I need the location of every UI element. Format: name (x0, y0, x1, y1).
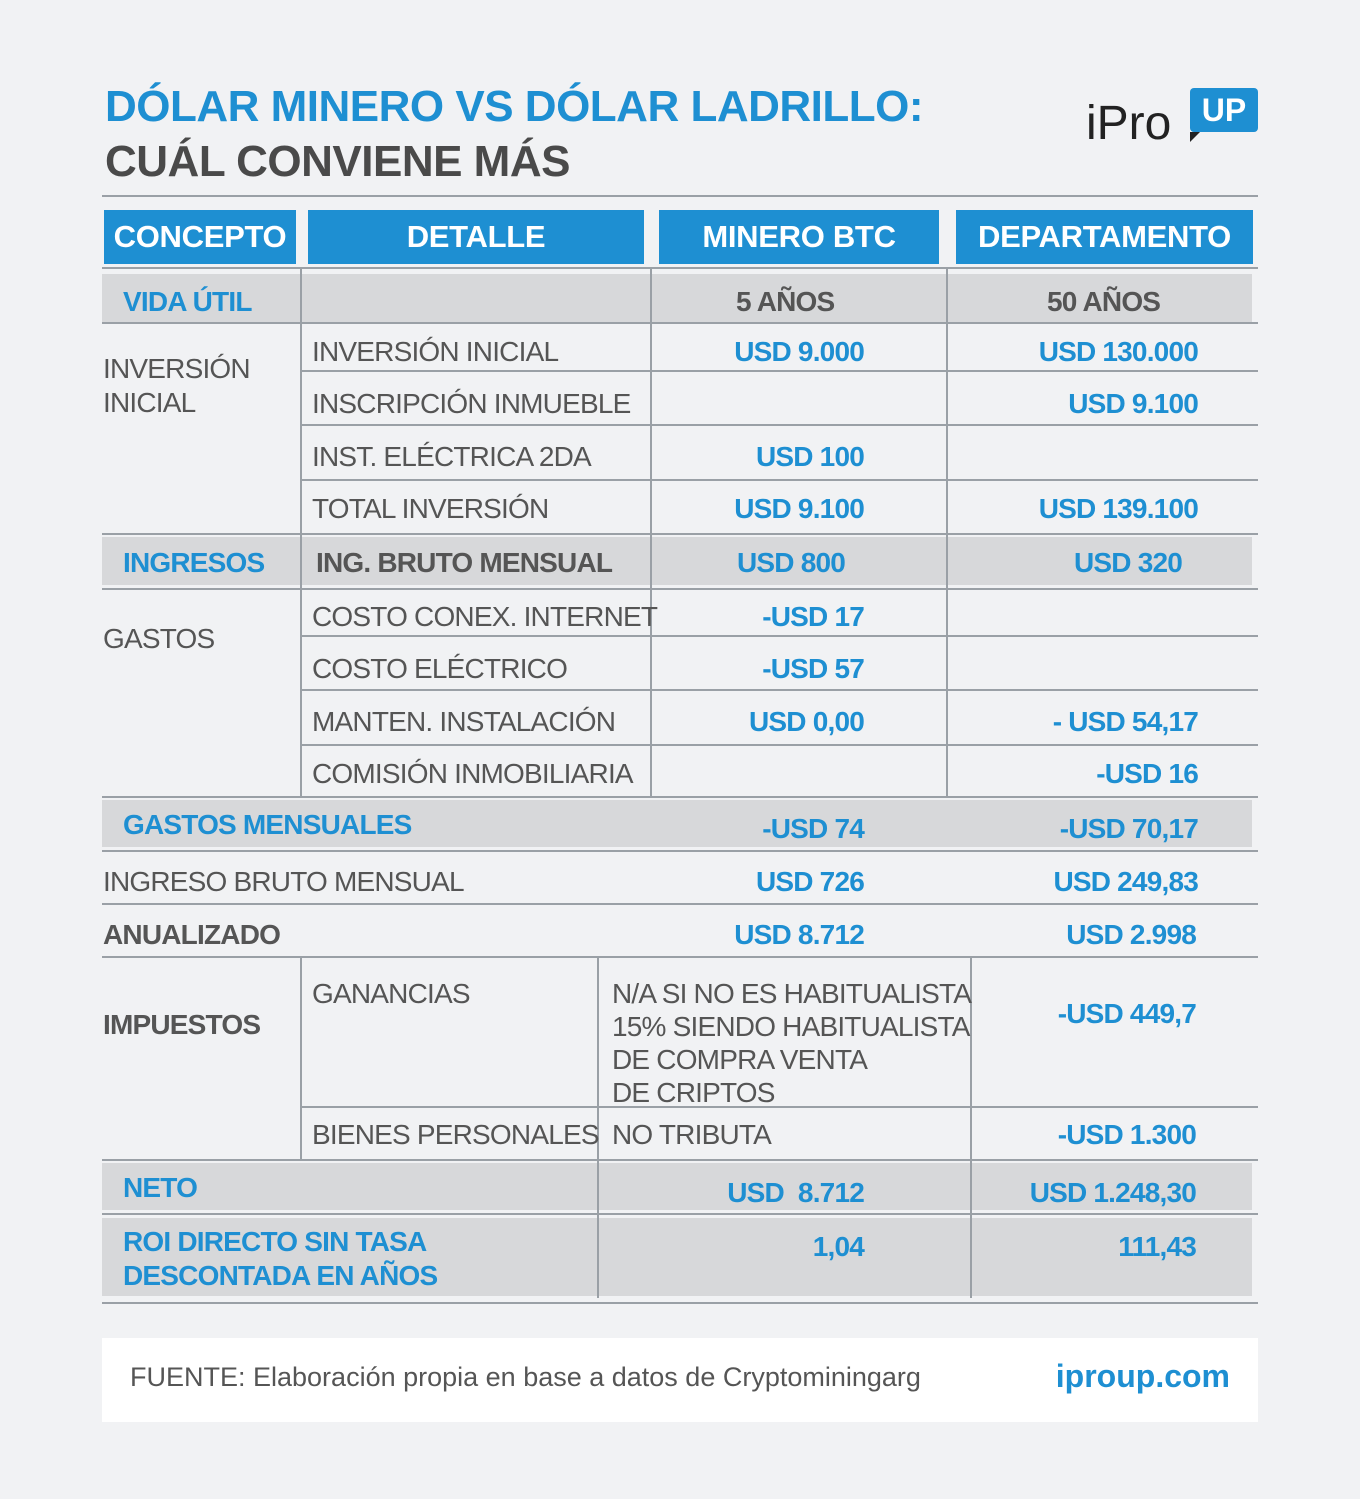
table-line (946, 590, 948, 798)
inversion-inicial-departamento: USD 130.000 (1038, 336, 1198, 367)
table-line (300, 424, 1258, 426)
ganancias-departamento: -USD 449,7 (1057, 998, 1196, 1029)
detail-electrica: INST. ELÉCTRICA 2DA (312, 441, 591, 472)
gastos-mensuales-minero: -USD 74 (762, 813, 864, 844)
electrica-minero: USD 100 (755, 441, 864, 472)
column-header-concepto: CONCEPTO (104, 210, 296, 264)
column-header-departamento: DEPARTAMENTO (956, 210, 1253, 264)
brand-logo (1086, 88, 1258, 158)
table-line (300, 635, 1258, 637)
table-line (300, 744, 1258, 746)
ingresos-departamento: USD 320 (1074, 547, 1183, 578)
table-line (102, 322, 1258, 324)
total-inversion-departamento: USD 139.100 (1038, 493, 1198, 524)
mantenimiento-departamento: - USD 54,17 (1052, 706, 1198, 737)
roi-minero: 1,04 (812, 1231, 864, 1262)
internet-minero: -USD 17 (762, 601, 864, 632)
table-line (102, 903, 1258, 905)
column-header-minero: MINERO BTC (659, 210, 939, 264)
page-subtitle: CUÁL CONVIENE MÁS (105, 137, 570, 186)
table-line (102, 796, 1258, 798)
table-line (300, 689, 1258, 691)
label-gastos-mensuales: GASTOS MENSUALES (123, 809, 412, 840)
bienes-personales-minero: NO TRIBUTA (612, 1119, 771, 1150)
table-line (102, 1302, 1258, 1304)
neto-departamento: USD 1.248,30 (1029, 1177, 1196, 1208)
title-divider (102, 195, 1258, 197)
detail-bienes-personales: BIENES PERSONALES (312, 1119, 599, 1150)
table-line (300, 535, 302, 590)
table-line (102, 956, 1258, 958)
page-title: DÓLAR MINERO VS DÓLAR LADRILLO: (105, 82, 924, 131)
table-line (300, 590, 302, 798)
logo-text: iPro (1086, 97, 1172, 150)
table-line (102, 267, 1258, 269)
detail-inscripcion: INSCRIPCIÓN INMUEBLE (312, 388, 631, 419)
table-line (650, 267, 652, 535)
roi-departamento: 111,43 (1118, 1231, 1196, 1262)
detail-ganancias: GANANCIAS (312, 978, 470, 1009)
table-line (300, 958, 302, 1161)
detail-electrico: COSTO ELÉCTRICO (312, 653, 568, 684)
table-line (102, 533, 1258, 535)
label-inversion-inicial: INVERSIÓN INICIAL (103, 353, 250, 418)
gastos-mensuales-departamento: -USD 70,17 (1059, 813, 1198, 844)
logo-badge: UP (1190, 88, 1258, 132)
table-line (946, 267, 948, 535)
label-impuestos: IMPUESTOS (103, 1009, 261, 1040)
column-header-detalle: DETALLE (308, 210, 644, 264)
table-line (946, 535, 948, 590)
bienes-personales-departamento: -USD 1.300 (1057, 1119, 1196, 1150)
table-line (300, 479, 1258, 481)
table-line (300, 370, 1258, 372)
vida-util-departamento: 50 AÑOS (1047, 286, 1161, 317)
table-line (300, 267, 302, 535)
anualizado-departamento: USD 2.998 (1066, 919, 1196, 950)
table-line (970, 1161, 972, 1298)
table-line (102, 1213, 1258, 1215)
label-anualizado: ANUALIZADO (103, 919, 281, 950)
source-note: FUENTE: Elaboración propia en base a datos de Cryptominingarg (130, 1362, 921, 1392)
ingreso-bruto-minero: USD 726 (755, 866, 864, 897)
electrico-minero: -USD 57 (762, 653, 864, 684)
ganancias-minero: N/A SI NO ES HABITUALISTA 15% SIENDO HABITUALISTA DE COMPRA VENTA DE CRIPTOS (612, 978, 972, 1108)
label-roi: ROI DIRECTO SIN TASA DESCONTADA EN AÑOS (123, 1226, 438, 1291)
table-line (102, 1159, 1258, 1161)
table-line (650, 535, 652, 590)
anualizado-minero: USD 8.712 (734, 919, 864, 950)
detail-total-inversion: TOTAL INVERSIÓN (312, 493, 549, 524)
label-neto: NETO (123, 1172, 198, 1203)
speech-bubble-icon (1190, 132, 1200, 142)
label-vida-util: VIDA ÚTIL (123, 286, 252, 317)
label-gastos: GASTOS (103, 623, 215, 654)
detail-inversion-inicial: INVERSIÓN INICIAL (312, 336, 559, 367)
table-line (102, 850, 1258, 852)
label-ingreso-bruto-mensual: INGRESO BRUTO MENSUAL (103, 866, 464, 897)
detail-internet: COSTO CONEX. INTERNET (312, 601, 658, 632)
vida-util-minero: 5 AÑOS (736, 286, 835, 317)
label-ingresos: INGRESOS (123, 547, 265, 578)
inversion-inicial-minero: USD 9.000 (734, 336, 864, 367)
mantenimiento-minero: USD 0,00 (749, 706, 864, 737)
site-link[interactable]: iproup.com (1055, 1358, 1230, 1394)
ingreso-bruto-departamento: USD 249,83 (1053, 866, 1198, 897)
ingresos-minero: USD 800 (737, 547, 846, 578)
table-line (102, 588, 1258, 590)
table-line (597, 1161, 599, 1298)
detail-ingreso-bruto: ING. BRUTO MENSUAL (316, 547, 613, 578)
comision-departamento: -USD 16 (1096, 758, 1198, 789)
detail-comision: COMISIÓN INMOBILIARIA (312, 758, 633, 789)
inscripcion-departamento: USD 9.100 (1068, 388, 1198, 419)
detail-mantenimiento: MANTEN. INSTALACIÓN (312, 706, 616, 737)
total-inversion-minero: USD 9.100 (734, 493, 864, 524)
footer (102, 1338, 1258, 1422)
neto-minero: USD 8.712 (727, 1177, 864, 1208)
